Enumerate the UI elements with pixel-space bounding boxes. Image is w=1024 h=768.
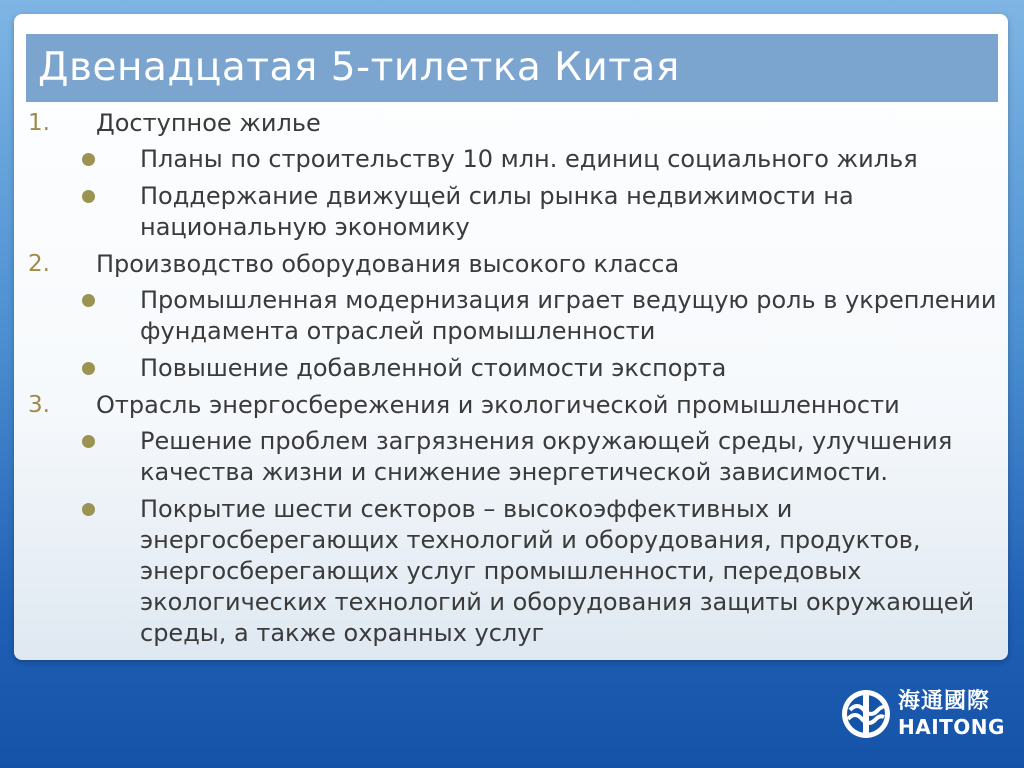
bullet-icon xyxy=(82,294,95,307)
sub-bullet-item xyxy=(28,144,1008,175)
sub-bullet-item xyxy=(28,181,1008,243)
list-item-text: Производство оборудования высокого класса xyxy=(96,250,680,278)
bullet-icon xyxy=(82,190,95,203)
sub-bullet-text: Промышленная модернизация играет ведущую роль в укреплении фундамента отраслей промышленности xyxy=(140,286,997,345)
logo-chinese-text: 海通國際 xyxy=(898,689,991,714)
bullet-icon xyxy=(82,503,95,516)
slide-content xyxy=(28,108,1008,655)
list-item-text: Отрасль энергосбережения и экологической промышленности xyxy=(96,391,900,419)
list-item-1 xyxy=(28,108,1008,139)
bullet-icon xyxy=(82,435,95,448)
bullet-icon xyxy=(82,153,95,166)
list-number: 3. xyxy=(28,392,50,418)
haitong-logo-icon xyxy=(840,688,892,740)
list-item-2 xyxy=(28,249,1008,280)
list-number: 1. xyxy=(28,110,50,136)
list-item-3 xyxy=(28,390,1008,421)
sub-bullet-item xyxy=(28,426,1008,488)
sub-bullet-text: Поддержание движущей силы рынка недвижимости на национальную экономику xyxy=(140,182,854,241)
title-bar xyxy=(26,34,998,102)
sub-bullet-text: Повышение добавленной стоимости экспорта xyxy=(140,354,727,382)
haitong-logo xyxy=(840,688,1010,744)
sub-bullet-text: Планы по строительству 10 млн. единиц социального жилья xyxy=(140,145,918,173)
sub-bullet-text: Решение проблем загрязнения окружающей среды, улучшения качества жизни и снижение энергетической зависимости. xyxy=(140,427,953,486)
sub-bullet-text: Покрытие шести секторов – высокоэффективных и энергосберегающих технологий и оборудования, продуктов, энергосберегающих услуг промышленности, передовых экологических технологий и оборудования защиты окружающей среды, а также охранных услуг xyxy=(140,495,975,647)
list-number: 2. xyxy=(28,251,50,277)
sub-bullet-item xyxy=(28,285,1008,347)
sub-bullet-item xyxy=(28,494,1008,649)
logo-english-text: HAITONG xyxy=(898,715,1005,739)
list-item-text: Доступное жилье xyxy=(96,109,321,137)
bullet-icon xyxy=(82,362,95,375)
slide-title: Двенадцатая 5-тилетка Китая xyxy=(38,45,680,90)
sub-bullet-item xyxy=(28,353,1008,384)
